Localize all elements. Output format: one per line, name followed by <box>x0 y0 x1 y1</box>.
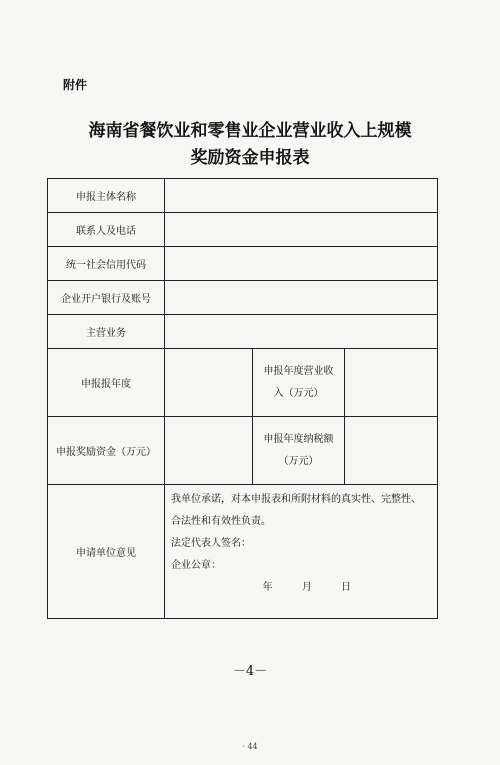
document-title-line-2: 奖励资金申报表 <box>190 148 310 168</box>
form-row-opinion <box>48 485 438 619</box>
award-amount-label: 申报奖励资金（万元） <box>48 417 165 485</box>
declaration-line-1: 我单位承诺，对本申报表和所附材料的真实性、完整性、 <box>171 494 421 505</box>
tax-field[interactable] <box>345 417 438 485</box>
revenue-field[interactable] <box>345 349 438 417</box>
footer-page-number: · 44 <box>242 742 258 751</box>
form-row-award-tax <box>48 417 438 485</box>
report-year-label: 申报报年度 <box>48 349 165 417</box>
main-business-field[interactable] <box>165 315 438 349</box>
form-row-main-business <box>48 315 438 349</box>
company-seal-label: 企业公章： <box>171 560 221 571</box>
tax-label <box>253 417 345 485</box>
revenue-label <box>253 349 345 417</box>
form-row-year-revenue <box>48 349 438 417</box>
main-business-label: 主营业务 <box>48 315 165 349</box>
applicant-name-label: 申报主体名称 <box>48 179 165 213</box>
contact-label: 联系人及电话 <box>48 213 165 247</box>
credit-code-field[interactable] <box>165 247 438 281</box>
report-year-field[interactable] <box>165 349 253 417</box>
contact-field[interactable] <box>165 213 438 247</box>
form-row-credit-code <box>48 247 438 281</box>
attachment-label: 附件 <box>63 78 88 92</box>
form-row-applicant-name <box>48 179 438 213</box>
bank-account-label: 企业开户银行及账号 <box>48 281 165 315</box>
form-row-contact <box>48 213 438 247</box>
opinion-declaration-area <box>165 485 438 619</box>
tax-label-line-2: （万元） <box>278 455 319 467</box>
document-title-line-1: 海南省餐饮业和零售业企业营业收入上规模 <box>88 121 412 141</box>
date-label: 年 月 日 <box>262 582 352 593</box>
tax-label-line-1: 申报年度纳税额 <box>263 433 334 445</box>
application-form-table <box>47 178 438 619</box>
form-row-bank-account <box>48 281 438 315</box>
legal-representative-signature-label: 法定代表人签名： <box>171 538 251 549</box>
bank-account-field[interactable] <box>165 281 438 315</box>
opinion-label: 申请单位意见 <box>48 485 165 619</box>
page-number: －4－ <box>232 664 268 679</box>
revenue-label-line-1: 申报年度营业收 <box>263 365 334 377</box>
credit-code-label: 统一社会信用代码 <box>48 247 165 281</box>
award-amount-field[interactable] <box>165 417 253 485</box>
applicant-name-field[interactable] <box>165 179 438 213</box>
declaration-line-2: 合法性和有效性负责。 <box>171 516 271 527</box>
revenue-label-line-2: 入（万元） <box>273 387 324 399</box>
